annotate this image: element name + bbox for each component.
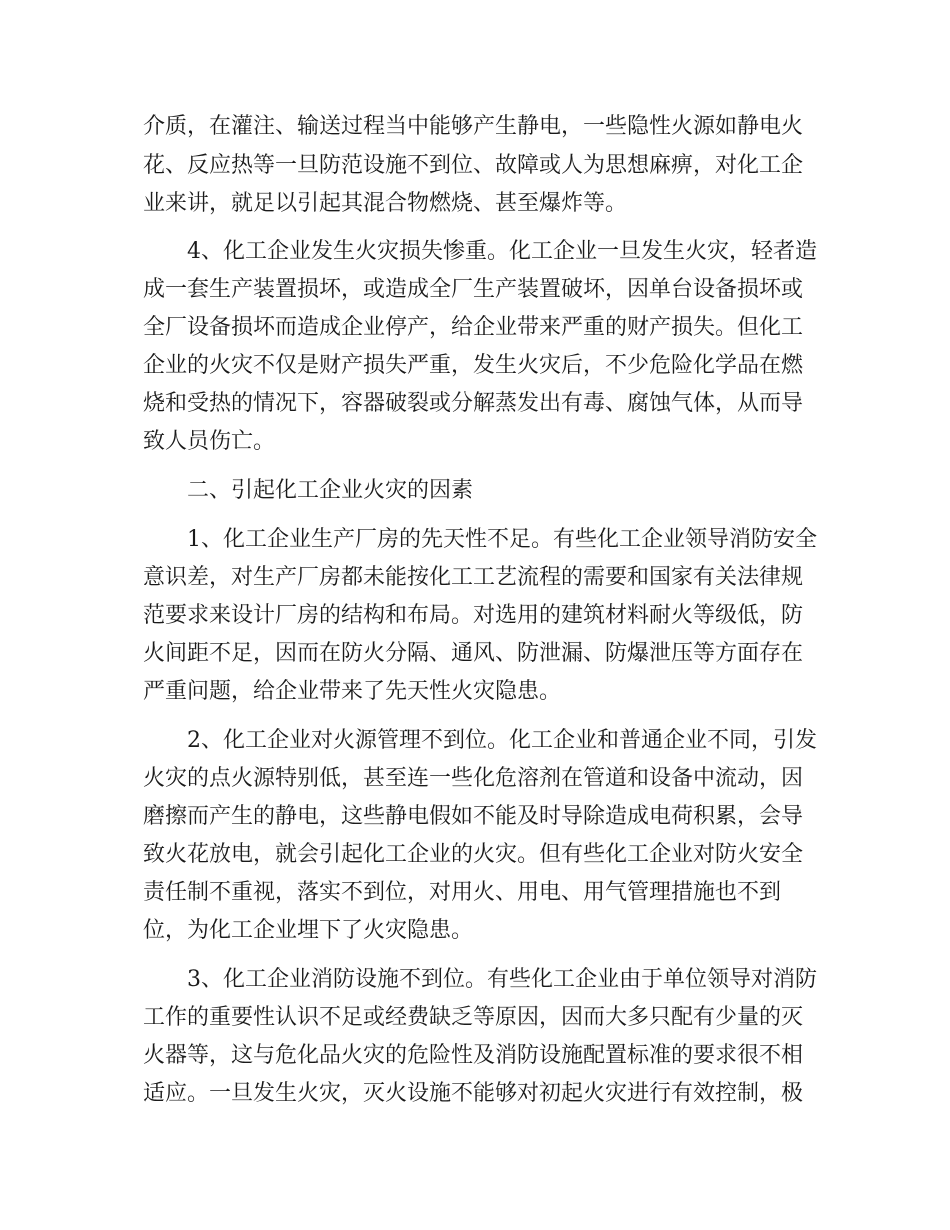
paragraph-line: 严重问题，给企业带来了先天性火灾隐患。	[143, 679, 562, 704]
paragraph-line: 火器等，这与危化品火灾的危险性及消防设施配置标准的要求很不相	[143, 1043, 804, 1068]
paragraph-line: 4、化工企业发生火灾损失惨重。化工企业一旦发生火灾，轻者造	[187, 239, 817, 264]
paragraph-line: 烧和受热的情况下，容器破裂或分解蒸发出有毒、腐蚀气体，从而导	[143, 391, 804, 416]
section-heading: 二、引起化工企业火灾的因素	[187, 478, 474, 503]
paragraph-line: 工作的重要性认识不足或经费缺乏等原因，因而大多只配有少量的灭	[143, 1005, 804, 1030]
paragraph-line: 火间距不足，因而在防火分隔、通风、防泄漏、防爆泄压等方面存在	[143, 641, 804, 666]
paragraph-line: 业来讲，就足以引起其混合物燃烧、甚至爆炸等。	[143, 191, 628, 216]
paragraph-line: 磨擦而产生的静电，这些静电假如不能及时导除造成电荷积累，会导	[143, 804, 804, 829]
paragraph-line: 2、化工企业对火源管理不到位。化工企业和普通企业不同，引发	[187, 728, 817, 753]
paragraph-line: 致火花放电，就会引起化工企业的火灾。但有些化工企业对防火安全	[143, 842, 804, 867]
paragraph-line: 范要求来设计厂房的结构和布局。对选用的建筑材料耐火等级低，防	[143, 603, 804, 628]
paragraph-line: 企业的火灾不仅是财产损失严重，发生火灾后，不少危险化学品在燃	[143, 353, 804, 378]
paragraph-line: 3、化工企业消防设施不到位。有些化工企业由于单位领导对消防	[187, 967, 817, 992]
paragraph-line: 火灾的点火源特别低，甚至连一些化危溶剂在管道和设备中流动，因	[143, 766, 804, 791]
paragraph-line: 全厂设备损坏而造成企业停产，给企业带来严重的财产损失。但化工	[143, 315, 804, 340]
paragraph-line: 1、化工企业生产厂房的先天性不足。有些化工企业领导消防安全	[187, 527, 817, 552]
paragraph-line: 成一套生产装置损坏，或造成全厂生产装置破坏，因单台设备损坏或	[143, 277, 804, 302]
paragraph-line: 花、反应热等一旦防范设施不到位、故障或人为思想麻痹，对化工企	[143, 153, 804, 178]
paragraph-line: 致人员伤亡。	[143, 429, 276, 454]
paragraph-line: 意识差，对生产厂房都未能按化工工艺流程的需要和国家有关法律规	[143, 565, 804, 590]
paragraph-line: 责任制不重视，落实不到位，对用火、用电、用气管理措施也不到	[143, 880, 782, 905]
paragraph-line: 位，为化工企业埋下了火灾隐患。	[143, 918, 474, 943]
paragraph-line: 介质，在灌注、输送过程当中能够产生静电，一些隐性火源如静电火	[143, 114, 804, 139]
paragraph-line: 适应。一旦发生火灾，灭火设施不能够对初起火灾进行有效控制，极	[143, 1081, 804, 1106]
